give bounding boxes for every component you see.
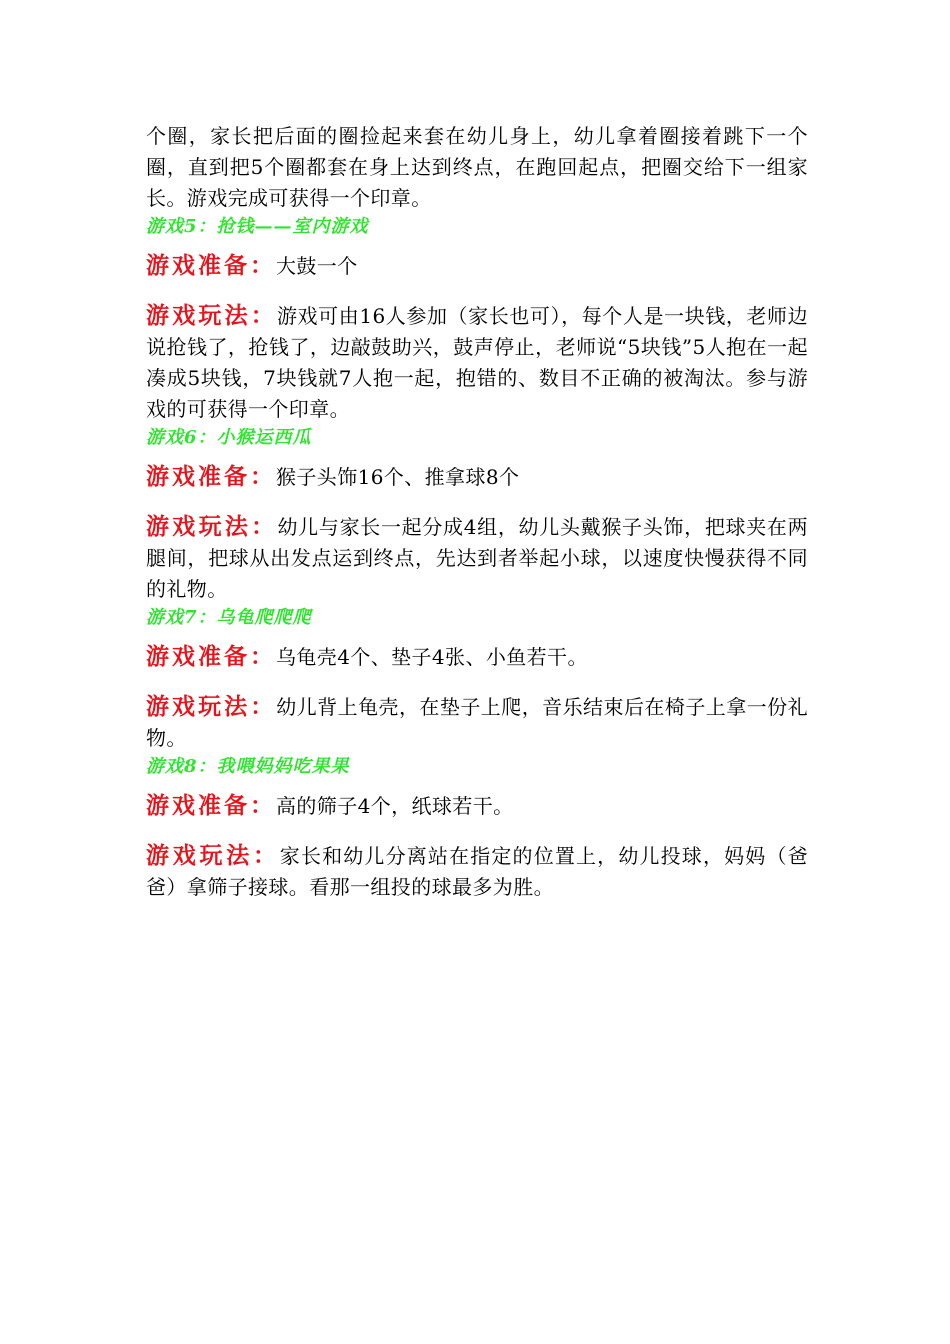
- rules-label: 游戏玩法：: [146, 302, 277, 329]
- game-title-8: 游戏8：我喂妈妈吃果果: [146, 756, 350, 777]
- rules-text: 家长和幼儿分离站在指定的位置上，幼儿投球，妈妈（爸爸）拿筛子接球。看那一组投的球最多为胜。: [146, 844, 809, 899]
- prep-text: 乌龟壳4个、垫子4张、小鱼若干。: [276, 645, 588, 669]
- game-prep-7: [146, 641, 808, 673]
- game-rules-8: [146, 840, 808, 903]
- rules-label: 游戏玩法：: [146, 513, 278, 540]
- rules-label: 游戏玩法：: [146, 693, 277, 720]
- game-title-5: 游戏5：抢钱——室内游戏: [146, 216, 369, 237]
- rules-text: 幼儿与家长一起分成4组，幼儿头戴猴子头饰，把球夹在两腿间，把球从出发点运到终点，先达到者举起小球，以速度快慢获得不同的礼物。: [146, 515, 809, 601]
- prep-label: 游戏准备：: [146, 792, 276, 819]
- game-section-6: [146, 425, 808, 605]
- prep-label: 游戏准备：: [146, 463, 276, 490]
- game-section-5: [146, 214, 808, 425]
- game-rules-6: [146, 511, 808, 605]
- game-prep-6: [146, 461, 808, 493]
- prep-text: 大鼓一个: [276, 254, 358, 278]
- game-title-6: 游戏6：小猴运西瓜: [146, 427, 312, 448]
- game-prep-5: [146, 250, 808, 282]
- prep-label: 游戏准备：: [146, 643, 276, 670]
- prep-text: 高的筛子4个，纸球若干。: [276, 794, 514, 818]
- game-rules-5: [146, 300, 808, 425]
- rules-label: 游戏玩法：: [146, 842, 280, 869]
- game-title-7: 游戏7：乌龟爬爬爬: [146, 607, 312, 628]
- rules-text: 幼儿背上龟壳，在垫子上爬，音乐结束后在椅子上拿一份礼物。: [146, 695, 808, 750]
- rules-text: 游戏可由16人参加（家长也可），每个人是一块钱，老师边说抢钱了，抢钱了，边敲鼓助兴，鼓声停止，老师说“5块钱”5人抱在一起凑成5块钱，7块钱就7人抱一起，抱错的、数目不正确的被淘汰。参与游戏的可获得一个印章。: [146, 304, 809, 421]
- game-prep-8: [146, 790, 808, 822]
- prep-text: 猴子头饰16个、推拿球8个: [276, 465, 520, 489]
- prep-label: 游戏准备：: [146, 252, 276, 279]
- intro-paragraph: 个圈，家长把后面的圈捡起来套在幼儿身上，幼儿拿着圈接着跳下一个圈，直到把5个圈都套在身上达到终点，在跑回起点，把圈交给下一组家长。游戏完成可获得一个印章。: [146, 124, 808, 210]
- game-section-8: [146, 754, 808, 903]
- game-section-7: [146, 605, 808, 754]
- game-rules-7: [146, 691, 808, 754]
- document-page: [146, 121, 808, 903]
